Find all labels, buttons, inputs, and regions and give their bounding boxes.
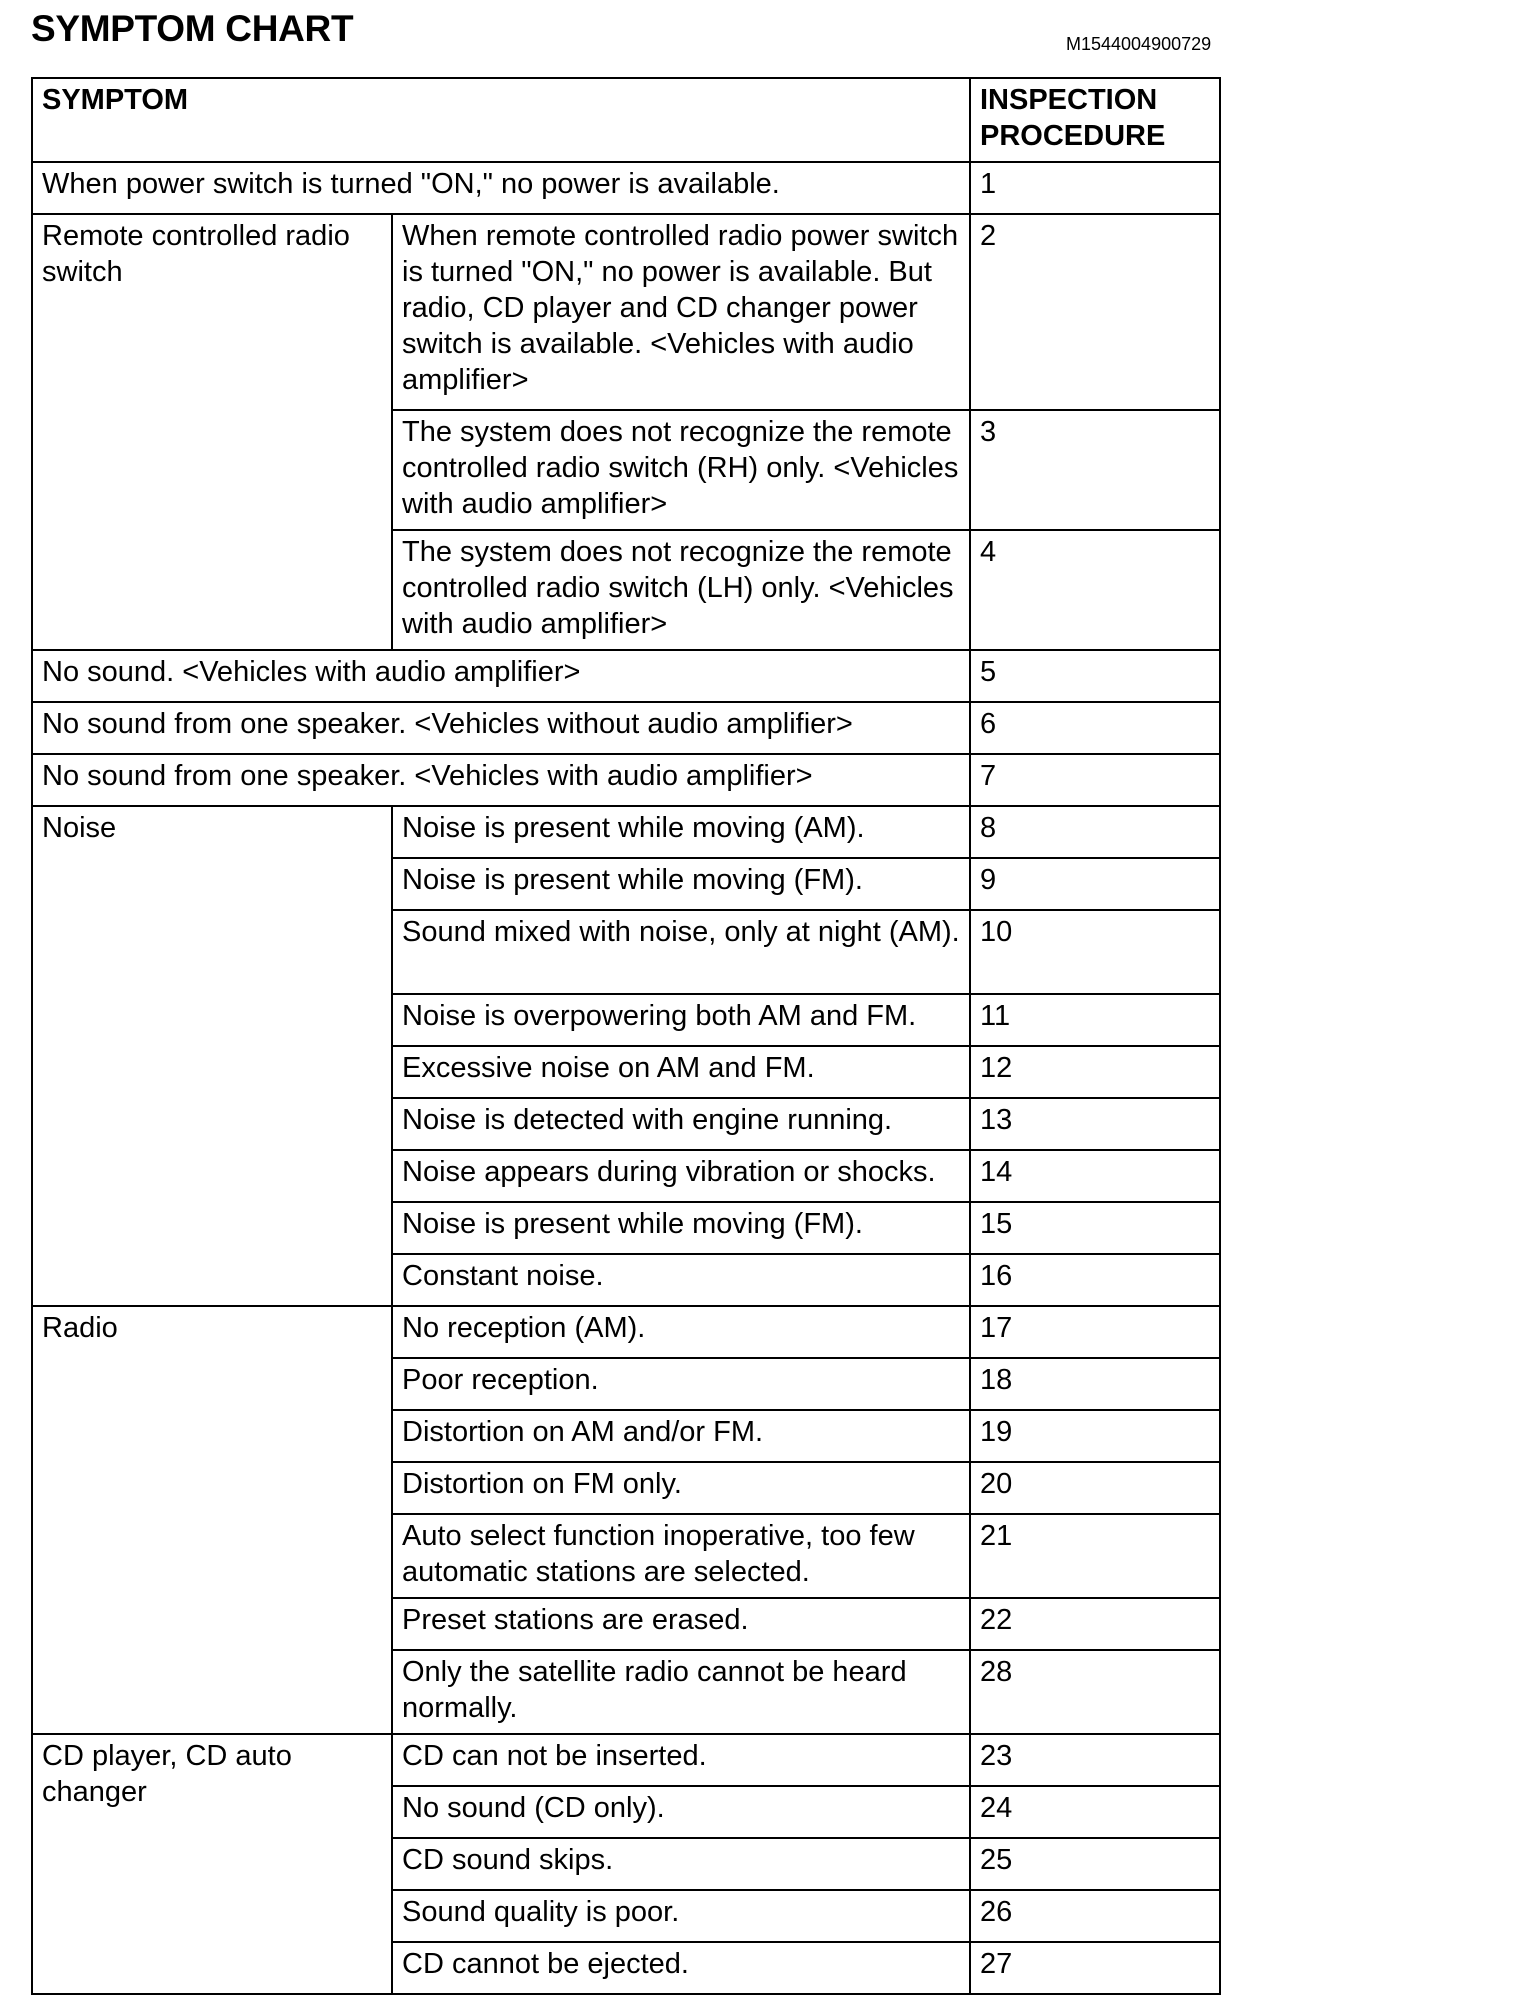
symptom-cell: Excessive noise on AM and FM. (392, 1046, 970, 1098)
procedure-number-cell: 24 (970, 1786, 1220, 1838)
procedure-number-cell: 15 (970, 1202, 1220, 1254)
symptom-group-cell: Radio (32, 1306, 392, 1734)
symptom-cell: Noise appears during vibration or shocks. (392, 1150, 970, 1202)
procedure-number-cell: 3 (970, 410, 1220, 530)
symptom-group-cell: Noise (32, 806, 392, 1306)
header-symptom: SYMPTOM (32, 78, 970, 162)
table-header-row (32, 78, 1220, 162)
procedure-number-cell: 13 (970, 1098, 1220, 1150)
symptom-cell: Noise is present while moving (FM). (392, 858, 970, 910)
symptom-cell: Noise is overpowering both AM and FM. (392, 994, 970, 1046)
symptom-cell: CD cannot be ejected. (392, 1942, 970, 1994)
procedure-number-cell: 27 (970, 1942, 1220, 1994)
symptom-cell: No sound (CD only). (392, 1786, 970, 1838)
procedure-number-cell: 14 (970, 1150, 1220, 1202)
symptom-cell: Noise is present while moving (FM). (392, 1202, 970, 1254)
procedure-number-cell: 17 (970, 1306, 1220, 1358)
procedure-number-cell: 21 (970, 1514, 1220, 1598)
table-row (32, 214, 1220, 410)
symptom-cell: No sound from one speaker. <Vehicles without audio amplifier> (32, 702, 970, 754)
symptom-cell: Noise is present while moving (AM). (392, 806, 970, 858)
symptom-cell: Noise is detected with engine running. (392, 1098, 970, 1150)
symptom-cell: CD can not be inserted. (392, 1734, 970, 1786)
table-row (32, 650, 1220, 702)
symptom-group-cell: CD player, CD auto changer (32, 1734, 392, 1994)
document-code: M1544004900729 (1066, 34, 1212, 54)
procedure-number-cell: 6 (970, 702, 1220, 754)
symptom-cell: CD sound skips. (392, 1838, 970, 1890)
procedure-number-cell: 28 (970, 1650, 1220, 1734)
symptom-cell: Preset stations are erased. (392, 1598, 970, 1650)
symptom-cell: When power switch is turned "ON," no power is available. (32, 162, 970, 214)
procedure-number-cell: 23 (970, 1734, 1220, 1786)
procedure-number-cell: 19 (970, 1410, 1220, 1462)
symptom-cell: No reception (AM). (392, 1306, 970, 1358)
procedure-number-cell: 25 (970, 1838, 1220, 1890)
symptom-table-body (32, 78, 1220, 1994)
page-title: SYMPTOM CHART (31, 8, 354, 49)
procedure-number-cell: 26 (970, 1890, 1220, 1942)
procedure-number-cell: 4 (970, 530, 1220, 650)
table-row (32, 162, 1220, 214)
symptom-cell: Sound quality is poor. (392, 1890, 970, 1942)
table-row (32, 702, 1220, 754)
symptom-cell: Poor reception. (392, 1358, 970, 1410)
procedure-number-cell: 5 (970, 650, 1220, 702)
symptom-cell: No sound. <Vehicles with audio amplifier> (32, 650, 970, 702)
symptom-cell: The system does not recognize the remote controlled radio switch (RH) only. <Vehicles with audio amplifier> (392, 410, 970, 530)
procedure-number-cell: 2 (970, 214, 1220, 410)
symptom-cell: Distortion on AM and/or FM. (392, 1410, 970, 1462)
procedure-number-cell: 11 (970, 994, 1220, 1046)
symptom-cell: Distortion on FM only. (392, 1462, 970, 1514)
procedure-number-cell: 9 (970, 858, 1220, 910)
symptom-cell: The system does not recognize the remote controlled radio switch (LH) only. <Vehicles with audio amplifier> (392, 530, 970, 650)
symptom-cell: When remote controlled radio power switch is turned "ON," no power is available. But radio, CD player and CD changer power switch is available. <Vehicles with audio amplifier> (392, 214, 970, 410)
procedure-number-cell: 8 (970, 806, 1220, 858)
symptom-table (31, 77, 1221, 1995)
procedure-number-cell: 10 (970, 910, 1220, 994)
symptom-cell: Auto select function inoperative, too few automatic stations are selected. (392, 1514, 970, 1598)
symptom-group-cell: Remote controlled radio switch (32, 214, 392, 650)
table-row (32, 1734, 1220, 1786)
procedure-number-cell: 20 (970, 1462, 1220, 1514)
table-row (32, 806, 1220, 858)
symptom-cell: Only the satellite radio cannot be heard normally. (392, 1650, 970, 1734)
procedure-number-cell: 18 (970, 1358, 1220, 1410)
header-inspection-procedure: INSPECTION PROCEDURE (970, 78, 1220, 162)
symptom-cell: Constant noise. (392, 1254, 970, 1306)
procedure-number-cell: 16 (970, 1254, 1220, 1306)
procedure-number-cell: 7 (970, 754, 1220, 806)
procedure-number-cell: 22 (970, 1598, 1220, 1650)
table-row (32, 1306, 1220, 1358)
table-row (32, 754, 1220, 806)
symptom-cell: Sound mixed with noise, only at night (AM). (392, 910, 970, 994)
symptom-cell: No sound from one speaker. <Vehicles with audio amplifier> (32, 754, 970, 806)
procedure-number-cell: 12 (970, 1046, 1220, 1098)
procedure-number-cell: 1 (970, 162, 1220, 214)
